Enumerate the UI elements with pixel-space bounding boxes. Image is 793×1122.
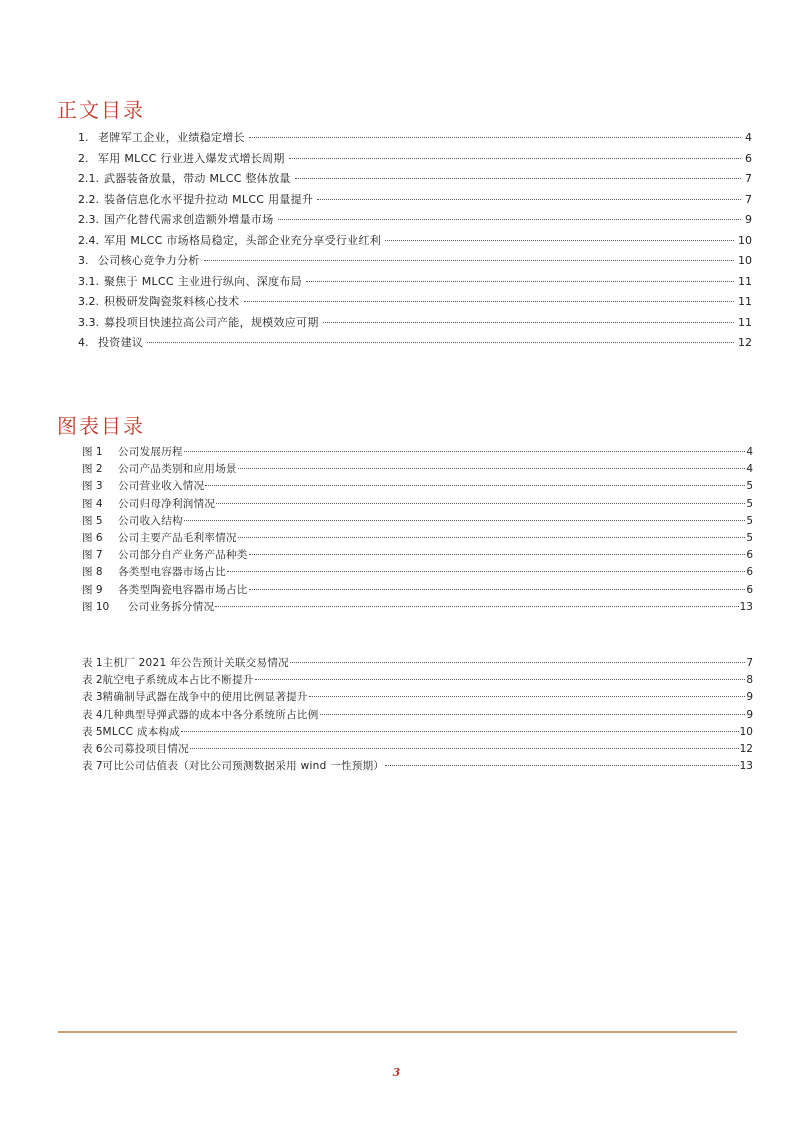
toc-entry-page: 10 (738, 233, 752, 247)
toc-entry-3[interactable] (78, 252, 752, 273)
table-label: 表 7 (82, 760, 103, 773)
toc-entry-text: 国产化替代需求创造额外增量市场 (104, 213, 274, 226)
dot-leader (215, 606, 738, 607)
toc-entry-2[interactable] (78, 150, 752, 171)
figure-page: 5 (746, 497, 753, 510)
dot-leader (309, 696, 746, 697)
dot-leader (317, 199, 741, 200)
toc-entry-text: 军用 MLCC 行业进入爆发式增长周期 (98, 151, 285, 165)
figure-entry[interactable] (82, 564, 753, 581)
dot-leader (205, 485, 745, 486)
table-label: 表 3 (82, 691, 103, 704)
toc-entry-2-3[interactable] (78, 211, 752, 232)
figure-page: 4 (746, 446, 753, 458)
toc-entry-page: 11 (738, 274, 752, 288)
figure-text: 公司产品类别和应用场景 (118, 463, 237, 476)
dot-leader (184, 520, 746, 521)
figure-label: 图 3 (82, 480, 103, 493)
figure-text: 公司业务拆分情况 (128, 600, 215, 613)
dot-leader (147, 342, 734, 343)
toc-entry-page: 9 (745, 213, 752, 226)
toc-entry-page: 7 (745, 172, 752, 185)
figure-entry[interactable] (82, 582, 753, 599)
table-entry[interactable] (82, 724, 753, 741)
dot-leader (249, 554, 746, 555)
footer-divider (58, 1031, 737, 1033)
dot-leader (385, 765, 738, 766)
figure-entry[interactable] (82, 444, 753, 461)
dot-leader (227, 571, 745, 572)
dot-leader (323, 322, 734, 323)
toc-entry-text: 公司核心竞争力分析 (98, 254, 200, 267)
toc-entry-text: 军用 MLCC 市场格局稳定，头部企业充分享受行业红利 (104, 233, 382, 247)
dot-leader (238, 468, 746, 469)
dot-leader (244, 301, 734, 302)
figure-page: 5 (746, 480, 753, 493)
dot-leader (204, 260, 734, 261)
toc-entry-2-2[interactable] (78, 191, 752, 212)
table-text: 航空电子系统成本占比不断提升 (102, 674, 254, 687)
table-page: 9 (746, 691, 753, 704)
figure-label: 图 6 (82, 531, 103, 544)
table-text: 主机厂 2021 年公告预计关联交易情况 (102, 657, 289, 669)
table-entry[interactable] (82, 741, 753, 758)
figure-text: 公司营业收入情况 (118, 480, 205, 493)
toc-entry-number: 3.3. (78, 315, 99, 329)
figure-list (82, 444, 753, 616)
table-text: 可比公司估值表（对比公司预测数据采用 wind 一性预期） (102, 760, 385, 773)
table-entry[interactable] (82, 672, 753, 689)
toc-entry-2-4[interactable] (78, 232, 752, 253)
figure-label: 图 2 (82, 463, 103, 476)
table-page: 12 (739, 742, 753, 755)
figure-text: 公司发展历程 (118, 446, 183, 458)
table-text: 几种典型导弹武器的成本中各分系统所占比例 (102, 708, 319, 721)
dot-leader (249, 137, 741, 138)
figure-page: 6 (746, 566, 753, 579)
figure-entry[interactable] (82, 461, 753, 478)
toc-entry-page: 10 (738, 254, 752, 267)
toc-entry-number: 2. (78, 151, 89, 165)
dot-leader (306, 281, 734, 282)
dot-leader (320, 714, 746, 715)
table-entry[interactable] (82, 707, 753, 724)
table-label: 表 6 (82, 742, 103, 755)
dot-leader (289, 158, 741, 159)
toc-entry-number: 3.2. (78, 295, 99, 308)
toc-entry-page: 7 (745, 192, 752, 206)
figure-label: 图 10 (82, 600, 110, 613)
table-list (82, 655, 753, 775)
table-page: 13 (739, 760, 753, 773)
figure-text: 各类型陶瓷电容器市场占比 (118, 583, 248, 596)
table-of-contents (78, 129, 752, 355)
toc-entry-number: 2.3. (78, 213, 99, 226)
figure-label: 图 5 (82, 514, 103, 527)
figure-entry[interactable] (82, 530, 753, 547)
toc-entry-page: 12 (738, 336, 752, 349)
toc-entry-number: 2.4. (78, 233, 99, 247)
table-entry[interactable] (82, 655, 753, 672)
figure-text: 公司主要产品毛利率情况 (118, 531, 237, 544)
toc-entry-text: 聚焦于 MLCC 主业进行纵向、深度布局 (104, 274, 302, 288)
figure-page: 4 (746, 463, 753, 476)
dot-leader (216, 503, 745, 504)
table-page: 9 (746, 708, 753, 721)
figure-page: 6 (746, 549, 753, 562)
table-label: 表 5 (82, 725, 103, 738)
toc-entry-3-3[interactable] (78, 314, 752, 335)
table-entry[interactable] (82, 689, 753, 706)
figure-entry[interactable] (82, 496, 753, 513)
table-page: 10 (739, 725, 753, 738)
table-text: 公司募投项目情况 (102, 742, 189, 755)
toc-entry-text: 武器装备放量，带动 MLCC 整体放量 (104, 172, 291, 185)
figure-page: 5 (746, 531, 753, 544)
dot-leader (184, 451, 746, 452)
table-text: 精确制导武器在战争中的使用比例显著提升 (102, 691, 308, 704)
dot-leader (238, 537, 746, 538)
toc-entry-4[interactable] (78, 334, 752, 355)
toc-entry-number: 2.1. (78, 172, 99, 185)
table-label: 表 4 (82, 708, 103, 721)
toc-entry-text: 募投项目快速拉高公司产能，规模效应可期 (104, 315, 319, 329)
figure-label: 图 8 (82, 566, 103, 579)
figure-label: 图 9 (82, 583, 103, 596)
toc-entry-number: 2.2. (78, 192, 99, 206)
figure-page: 13 (739, 600, 753, 613)
toc-entry-number: 3. (78, 254, 89, 267)
toc-entry-page: 11 (738, 315, 752, 329)
figure-text: 公司收入结构 (118, 514, 183, 527)
dot-leader (190, 748, 739, 749)
toc-entry-number: 3.1. (78, 274, 99, 288)
figure-entry[interactable] (82, 513, 753, 530)
toc-entry-text: 装备信息化水平提升拉动 MLCC 用量提升 (104, 192, 314, 206)
toc-entry-1[interactable] (78, 129, 752, 150)
table-text: MLCC 成本构成 (102, 725, 181, 738)
toc-entry-page: 4 (745, 131, 752, 144)
figure-page: 6 (746, 583, 753, 596)
figure-label: 图 1 (82, 446, 103, 458)
toc-entry-2-1[interactable] (78, 170, 752, 191)
dot-leader (290, 662, 745, 663)
toc-entry-number: 4. (78, 336, 89, 349)
toc-entry-page: 11 (738, 295, 752, 308)
table-entry[interactable] (82, 758, 753, 775)
toc-entry-number: 1. (78, 131, 89, 144)
dot-leader (278, 219, 742, 220)
figure-label: 图 4 (82, 497, 103, 510)
table-label: 表 2 (82, 674, 103, 687)
dot-leader (181, 731, 738, 732)
figure-text: 公司归母净利润情况 (118, 497, 216, 510)
dot-leader (295, 178, 741, 179)
toc-entry-text: 积极研发陶瓷浆料核心技术 (104, 295, 240, 308)
toc-entry-3-1[interactable] (78, 273, 752, 294)
figure-page: 5 (746, 514, 753, 527)
toc-entry-3-2[interactable] (78, 293, 752, 314)
table-page: 7 (746, 657, 753, 669)
table-page: 8 (746, 674, 753, 687)
dot-leader (255, 679, 746, 680)
page-number: 3 (392, 1066, 401, 1079)
figure-entry[interactable] (82, 478, 753, 495)
toc-title: 正文目录 (57, 98, 145, 122)
dot-leader (249, 589, 746, 590)
toc-entry-text: 投资建议 (98, 336, 144, 349)
figure-label: 图 7 (82, 549, 103, 562)
table-label: 表 1 (82, 657, 103, 669)
figure-entry[interactable] (82, 547, 753, 564)
figures-title: 图表目录 (57, 414, 145, 438)
figure-text: 各类型电容器市场占比 (118, 566, 226, 579)
toc-entry-text: 老牌军工企业，业绩稳定增长 (98, 131, 245, 144)
toc-entry-page: 6 (745, 151, 752, 165)
figure-text: 公司部分自产业务产品种类 (118, 549, 248, 562)
figure-entry[interactable] (82, 599, 753, 616)
dot-leader (385, 240, 734, 241)
